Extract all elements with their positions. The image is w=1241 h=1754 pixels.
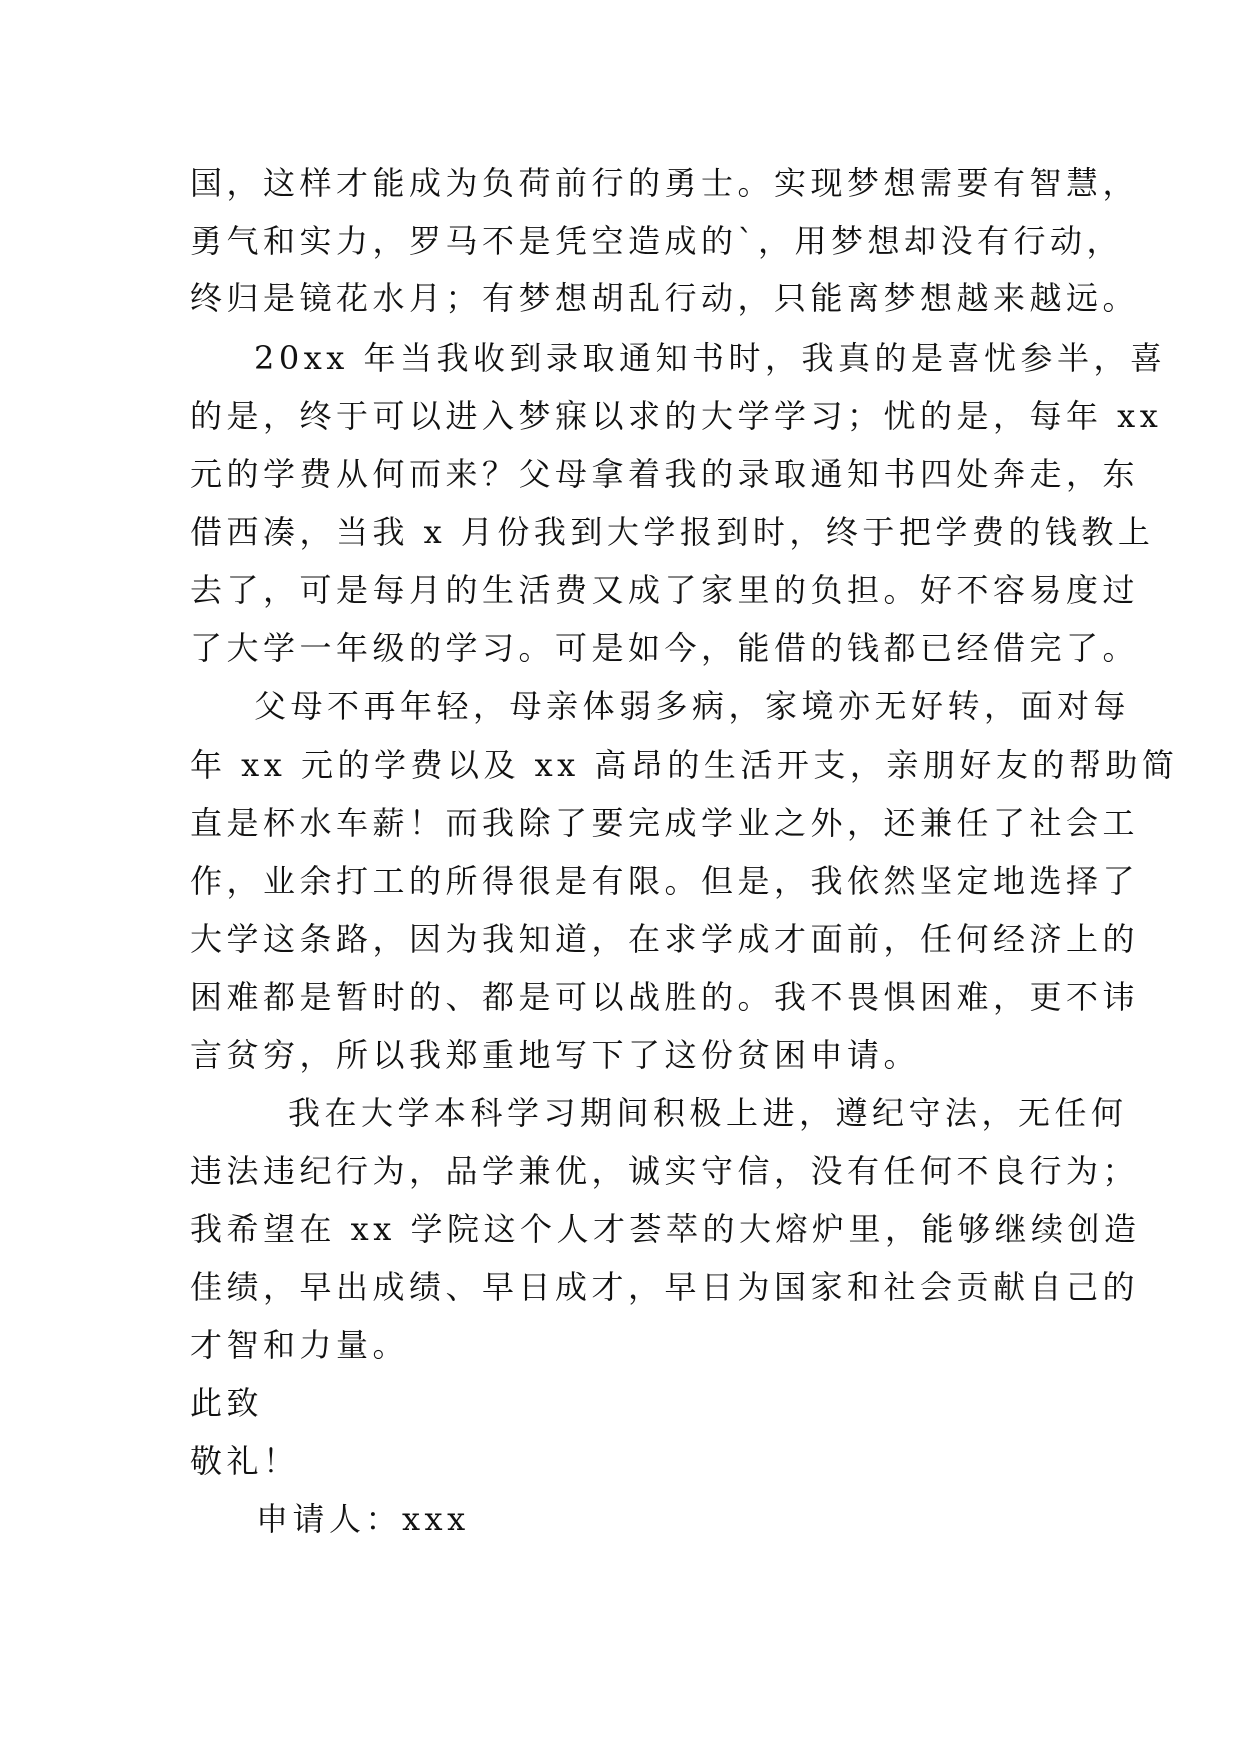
- salutation-line: 敬礼！: [190, 1442, 300, 1480]
- text-line: 言贫穷，所以我郑重地写下了这份贫困申请。: [190, 1036, 921, 1074]
- text-line: 佳绩，早出成绩、早日成才，早日为国家和社会贡献自己的: [190, 1268, 1140, 1306]
- closing-line: 此致: [190, 1384, 264, 1422]
- text-line: 去了，可是每月的生活费又成了家里的负担。好不容易度过: [190, 571, 1140, 609]
- text-line: 才智和力量。: [190, 1326, 410, 1364]
- text-line: 困难都是暂时的、都是可以战胜的。我不畏惧困难，更不讳: [190, 978, 1140, 1016]
- paragraph-start-line: 父母不再年轻，母亲体弱多病，家境亦无好转，面对每: [254, 687, 1131, 725]
- text-line: 违法违纪行为，品学兼优，诚实守信，没有任何不良行为；: [190, 1152, 1140, 1190]
- text-line: 的是，终于可以进入梦寐以求的大学学习；忧的是，每年 xx: [190, 397, 1163, 435]
- text-line: 元的学费从何而来？父母拿着我的录取通知书四处奔走，东: [190, 455, 1140, 493]
- paragraph-start-line: 20xx 年当我收到录取通知书时，我真的是喜忧参半，喜: [254, 339, 1167, 377]
- text-line: 作，业余打工的所得很是有限。但是，我依然坚定地选择了: [190, 862, 1140, 900]
- text-line: 勇气和实力，罗马不是凭空造成的`，用梦想却没有行动，: [190, 222, 1124, 260]
- text-line: 年 xx 元的学费以及 xx 高昂的生活开支，亲朋好友的帮助简: [190, 746, 1179, 784]
- text-line: 终归是镜花水月；有梦想胡乱行动，只能离梦想越来越远。: [190, 279, 1140, 317]
- text-line: 直是杯水车薪！而我除了要完成学业之外，还兼任了社会工: [190, 804, 1140, 842]
- text-line: 了大学一年级的学习。可是如今，能借的钱都已经借完了。: [190, 629, 1140, 667]
- text-line: 我希望在 xx 学院这个人才荟萃的大熔炉里，能够继续创造: [190, 1210, 1141, 1248]
- paragraph-start-line: 我在大学本科学习期间积极上进，遵纪守法，无任何: [288, 1094, 1128, 1132]
- text-line: 大学这条路，因为我知道，在求学成才面前，任何经济上的: [190, 920, 1140, 958]
- text-line: 国，这样才能成为负荷前行的勇士。实现梦想需要有智慧，: [190, 164, 1140, 202]
- text-line: 借西凑，当我 x 月份我到大学报到时，终于把学费的钱教上: [190, 513, 1155, 551]
- applicant-line: 申请人：xxx: [256, 1500, 470, 1538]
